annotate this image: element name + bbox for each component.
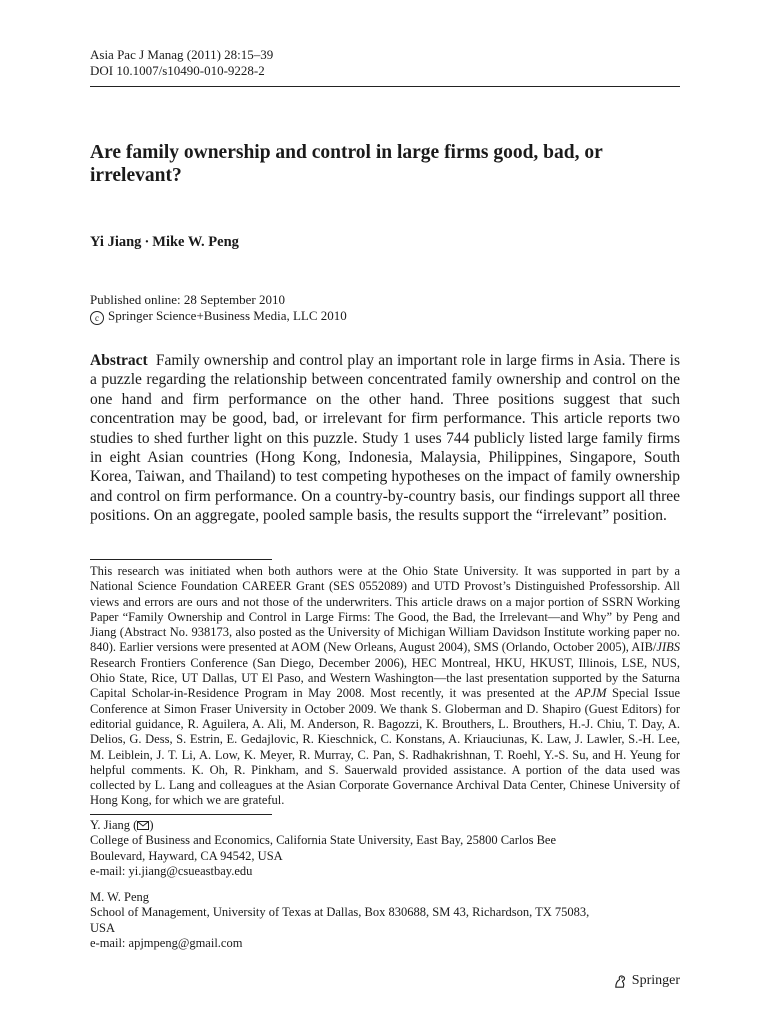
contact-name <box>90 818 556 833</box>
contact-jiang <box>90 818 556 879</box>
copyright-text: Springer Science+Business Media, LLC 2010 <box>108 307 347 323</box>
footnote-text-2: Research Frontiers Conference (San Diego, December 2006), HEC Montreal, HKU, HKUST, Illinois, LSE, NUS, Ohio State, Rice, UT Dallas, UT El Paso, and Western Washington—the last presentation supported by the Saturna Capital Scholar-in-Residence Program in May 2008. Most recently, it was presented at the <box>90 655 680 701</box>
contact-name-close: ) <box>149 818 154 832</box>
author-second: Mike W. Peng <box>152 234 239 250</box>
envelope-icon <box>137 821 149 830</box>
contact-email[interactable]: e-mail: yi.jiang@csueastbay.edu <box>90 863 253 878</box>
copyright-line <box>90 308 347 325</box>
contact-email[interactable]: e-mail: apjmpeng@gmail.com <box>90 935 243 950</box>
author-list <box>90 234 239 251</box>
contact-address: USA <box>90 920 116 935</box>
springer-horse-icon <box>613 974 628 989</box>
publisher-logo <box>613 973 680 989</box>
published-online-date: Published online: 28 September 2010 <box>90 292 285 307</box>
contact-peng <box>90 890 589 951</box>
author-first: Yi Jiang <box>90 234 142 250</box>
footnote-apjm: APJM <box>575 686 607 701</box>
paper-page <box>90 0 680 1024</box>
footnote-jibs: JIBS <box>656 640 680 655</box>
acknowledgement-footnote <box>90 564 680 809</box>
article-title: Are family ownership and control in large firms good, bad, or irrelevant? <box>90 142 603 186</box>
journal-header <box>90 47 273 79</box>
footnote-text-1: This research was initiated when both authors were at the Ohio State University. It was supported in part by a National Science Foundation CAREER Grant (SES 0552089) and UTD Provost’s Distinguished Professorship. All views and errors are ours and not those of the underwriters. This article draws on a major portion of SSRN Working Paper “Family Ownership and Control in Large Firms: The Good, the Bad, the Irrelevant—and Why” by Peng and Jiang (Abstract No. 938173, also posted as the University of Michigan William Davidson Institute working paper no. 840). Earlier versions were presented at AOM (New Orleans, August 2004), SMS (Orlando, October 2005), AIB/ <box>90 564 680 655</box>
author-separator: · <box>144 234 150 250</box>
contact-address: Boulevard, Hayward, CA 94542, USA <box>90 848 283 863</box>
footnote-text-3: Special Issue Conference at Simon Fraser University in October 2009. We thank S. Globerman and D. Shapiro (Guest Editors) for editorial guidance, R. Aguilera, A. Ali, M. Anderson, R. Bagozzi, K. Brouthers, L. Brouthers, H.-J. Chiu, T. Day, A. Delios, G. Dess, S. Estrin, E. Gedajlovic, R. Kieschnick, C. Konstans, A. Kriauciunas, K. Law, J. Lawler, S.-H. Lee, M. Leiblein, J. T. Li, A. Low, K. Meyer, R. Murray, C. Pan, S. Radhakrishnan, T. Roehl, Y.-S. Su, and H. Yeung for helpful comments. K. Oh, R. Pinkham, and S. Sauerwald provided assistance. A portion of the data used was collected by L. Lang and colleagues at the Asian Corporate Governance Archival Data Center, Chinese University of Hong Kong, for which we are grateful. <box>90 686 681 808</box>
contact-name: M. W. Peng <box>90 890 150 904</box>
abstract-label: Abstract <box>90 352 148 369</box>
footnote-rule <box>90 559 272 560</box>
journal-doi: DOI 10.1007/s10490-010-9228-2 <box>90 63 265 78</box>
header-rule <box>90 86 680 87</box>
contact-affiliation: School of Management, University of Texas at Dallas, Box 830688, SM 43, Richardson, TX 75083, <box>90 905 590 920</box>
publication-info <box>90 292 347 325</box>
contact-affiliation: College of Business and Economics, California State University, East Bay, 25800 Carlos Bee <box>90 833 557 848</box>
copyright-icon: c <box>90 311 104 325</box>
journal-citation: Asia Pac J Manag (2011) 28:15–39 <box>90 47 274 62</box>
contact-name-text: Y. Jiang ( <box>90 818 138 832</box>
contact-rule <box>90 814 272 815</box>
abstract <box>90 351 680 526</box>
abstract-text: Family ownership and control play an important role in large firms in Asia. There is a puzzle regarding the relationship between concentrated family ownership and control on the one hand and firm performance on the other hand. Three positions suggest that such concentration may be good, bad, or irrelevant for firm performance. This article reports two studies to shed further light on this puzzle. Study 1 uses 744 publicly listed large family firms in eight Asian countries (Hong Kong, Indonesia, Malaysia, Philippines, Singapore, South Korea, Taiwan, and Thailand) to test competing hypotheses on the impact of family ownership and control on firm performance. On a country-by-country basis, our findings support all three positions. On an aggregate, pooled sample basis, the results support the “irrelevant” position. <box>90 352 680 525</box>
publisher-name: Springer <box>631 973 680 988</box>
